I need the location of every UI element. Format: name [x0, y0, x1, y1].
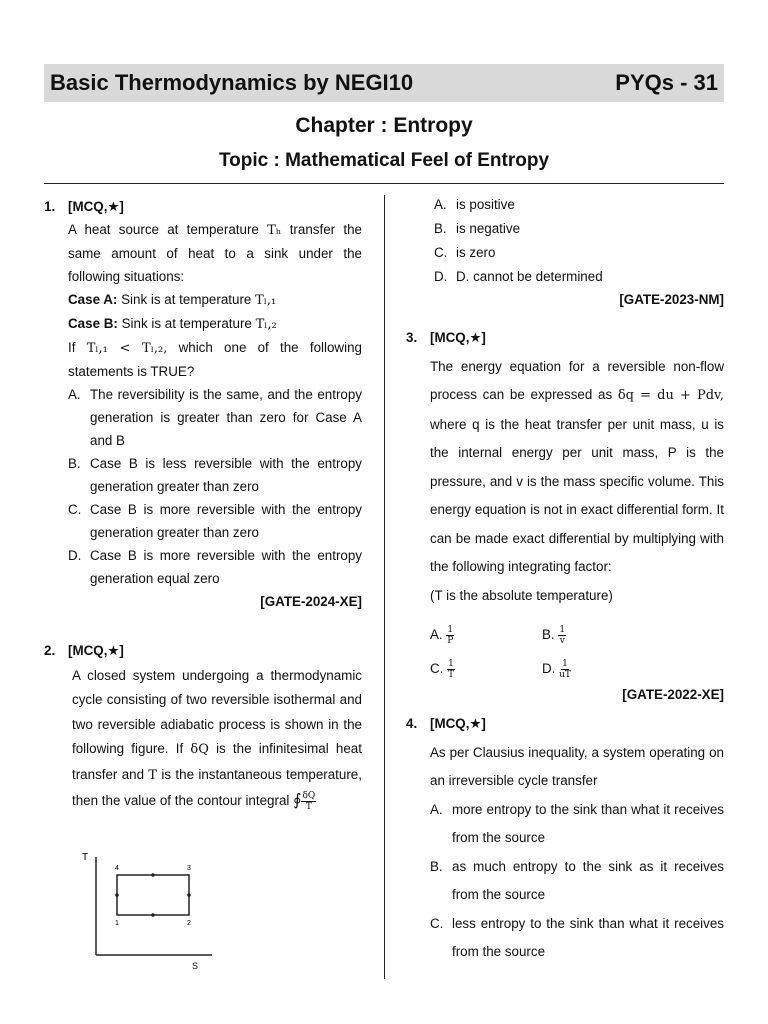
chapter-title: Chapter : Entropy: [295, 114, 473, 137]
option-text: more entropy to the sink than what it receives from the source: [452, 801, 724, 845]
point-label-1: 1: [115, 920, 119, 927]
column-divider: [384, 195, 385, 979]
case-a-label: Case A:: [68, 292, 118, 307]
stem-text: is the infinitesimal heat transfer and: [72, 741, 362, 782]
option-label: D.: [542, 661, 556, 676]
topic-title: Topic : Mathematical Feel of Entropy: [218, 150, 550, 171]
fraction-numerator: δQ: [302, 790, 316, 801]
ts-cycle-diagram: [84, 851, 234, 981]
math-condition: Tₗ,₁ < Tₗ,₂,: [86, 341, 168, 356]
source-tag: [GATE-2023-NM]: [619, 292, 724, 307]
fraction-denominator: P: [447, 635, 454, 646]
option-a[interactable]: [430, 620, 542, 650]
math-tl1: Tₗ,₁: [255, 293, 277, 308]
question-stem: [430, 353, 724, 582]
title-rule: [44, 183, 724, 184]
cycle-arrow-marker: [151, 913, 155, 917]
question-type: [MCQ,★]: [430, 716, 486, 731]
option-text: D. cannot be determined: [456, 269, 603, 284]
question-1: [44, 195, 362, 613]
question-type: [MCQ,★]: [430, 330, 486, 345]
question-stem: As per Clausius inequality, a system operating on an irreversible cycle transfer: [430, 744, 724, 788]
question-header: [44, 195, 362, 218]
case-b-label: Case B:: [68, 316, 118, 331]
option-d[interactable]: [434, 265, 724, 289]
option-c[interactable]: [68, 498, 362, 544]
question-type: [MCQ,★]: [68, 643, 124, 658]
stem-text: is the instantaneous temperature, then the value of the contour integral: [72, 766, 362, 808]
cycle-arrow-marker: [187, 893, 191, 897]
option-text: is zero: [456, 245, 496, 260]
option-label: C.: [68, 502, 82, 517]
cond-text: which one of the following statements is TRUE?: [68, 340, 362, 379]
options-grid: [430, 620, 724, 684]
cycle-rectangle: [117, 875, 189, 915]
options: [68, 383, 362, 590]
question-header: [406, 710, 724, 739]
option-label: C.: [434, 245, 448, 260]
question-type: [MCQ,★]: [68, 199, 124, 214]
option-text: The reversibility is the same, and the entropy generation is greater than zero for Case A and B: [90, 387, 362, 448]
math-th: Tₕ: [267, 223, 282, 238]
question-2-options: [434, 193, 724, 289]
option-label: A.: [430, 801, 443, 817]
fraction: [447, 659, 455, 680]
question-4: [406, 710, 724, 967]
cycle-arrow-marker: [151, 873, 155, 877]
option-d[interactable]: [542, 654, 654, 684]
math-energy-equation: δq = du + Pdv,: [617, 388, 724, 403]
option-text: is negative: [456, 221, 521, 236]
stem-text: The energy equation for a reversible non-flow process can be expressed as: [430, 358, 724, 402]
question-number: 1.: [44, 199, 56, 214]
option-label: C.: [430, 915, 444, 931]
option-label: B.: [68, 456, 81, 471]
contour-integral-symbol: ∮: [293, 790, 302, 809]
question-stem: [68, 218, 362, 288]
stem-text: transfer the same amount of heat to a sink under the following situations:: [68, 222, 362, 284]
book-title: Basic Thermodynamics by NEGI10: [50, 70, 414, 95]
option-text: as much entropy to the sink as it receives from the source: [452, 858, 724, 902]
page-label: PYQs - 31: [615, 70, 718, 95]
case-a: [68, 288, 362, 312]
options: [430, 796, 724, 967]
fraction-denominator: T: [448, 669, 455, 680]
fraction: [558, 625, 566, 646]
option-b[interactable]: [434, 217, 724, 241]
option-b[interactable]: [68, 452, 362, 498]
case-b: [68, 312, 362, 336]
option-label: D.: [68, 548, 82, 563]
option-c[interactable]: [434, 241, 724, 265]
fraction-numerator: 1: [562, 658, 568, 669]
case-a-text: Sink is at temperature: [121, 292, 252, 307]
option-label: A.: [430, 627, 443, 642]
question-2: [44, 639, 362, 971]
question-stem: [72, 664, 362, 814]
math-tl2: Tₗ,₂: [255, 317, 277, 332]
question-header: [44, 639, 362, 664]
math-dq: δQ: [190, 742, 209, 757]
question-header: [406, 324, 724, 353]
fraction: [301, 791, 316, 812]
option-c[interactable]: [430, 910, 724, 967]
point-label-3: 3: [187, 865, 191, 872]
fraction-numerator: 1: [447, 624, 454, 635]
stem-text: A heat source at temperature: [68, 222, 259, 237]
option-label: A.: [434, 197, 447, 212]
option-a[interactable]: [68, 383, 362, 452]
question-condition: [68, 336, 362, 383]
question-number: 4.: [406, 716, 418, 731]
fraction-denominator: T: [305, 801, 312, 812]
fraction-denominator: uT: [559, 669, 571, 680]
option-text: Case B is less reversible with the entropy generation greater than zero: [90, 456, 362, 494]
question-3: [406, 324, 724, 706]
point-label-4: 4: [115, 865, 119, 872]
option-b[interactable]: [542, 620, 654, 650]
source-tag: [GATE-2024-XE]: [260, 594, 362, 609]
option-label: B.: [434, 221, 447, 236]
stem-text: where q is the heat transfer per unit mass, u is the internal energy per unit mass, P is the pressure, and v is the mass specific volume. This energy equation is not in exact differential form. It can be made exact differential by multiplying with the following integrating factor:: [430, 416, 724, 574]
case-b-text: Sink is at temperature: [121, 316, 252, 331]
option-text: less entropy to the sink than what it receives from the source: [452, 915, 724, 959]
option-label: B.: [542, 627, 555, 642]
stem-text: A closed system undergoing a thermodynamic cycle consisting of two reversible isothermal and two reversible adiabatic process is shown in the following figure. If: [72, 667, 362, 756]
page-header: [44, 64, 724, 102]
cond-if: If: [68, 340, 76, 355]
y-axis-label: T: [82, 852, 89, 863]
fraction-numerator: 1: [559, 624, 566, 635]
fraction: [446, 625, 454, 646]
option-text: Case B is more reversible with the entropy generation greater than zero: [90, 502, 362, 540]
option-d[interactable]: [68, 544, 362, 590]
option-label: B.: [430, 858, 443, 874]
question-number: 2.: [44, 643, 56, 658]
fraction-denominator: v: [559, 635, 565, 646]
option-label: A.: [68, 387, 81, 402]
option-c[interactable]: [430, 654, 542, 684]
x-axis-label: S: [192, 961, 199, 971]
option-label: D.: [434, 269, 448, 284]
option-label: C.: [430, 661, 444, 676]
question-number: 3.: [406, 330, 418, 345]
option-b[interactable]: [430, 853, 724, 910]
option-text: Case B is more reversible with the entropy generation equal zero: [90, 548, 362, 586]
option-a[interactable]: [430, 796, 724, 853]
fraction: [559, 659, 571, 680]
option-a[interactable]: [434, 193, 724, 217]
source-tag: [GATE-2022-XE]: [622, 687, 724, 702]
math-t: T: [148, 767, 158, 783]
point-label-2: 2: [187, 920, 191, 927]
option-text: is positive: [456, 197, 515, 212]
fraction-numerator: 1: [448, 658, 454, 669]
question-note: (T is the absolute temperature): [430, 587, 613, 603]
cycle-arrow-marker: [115, 893, 119, 897]
right-column: [406, 193, 724, 967]
left-column: [44, 195, 362, 971]
